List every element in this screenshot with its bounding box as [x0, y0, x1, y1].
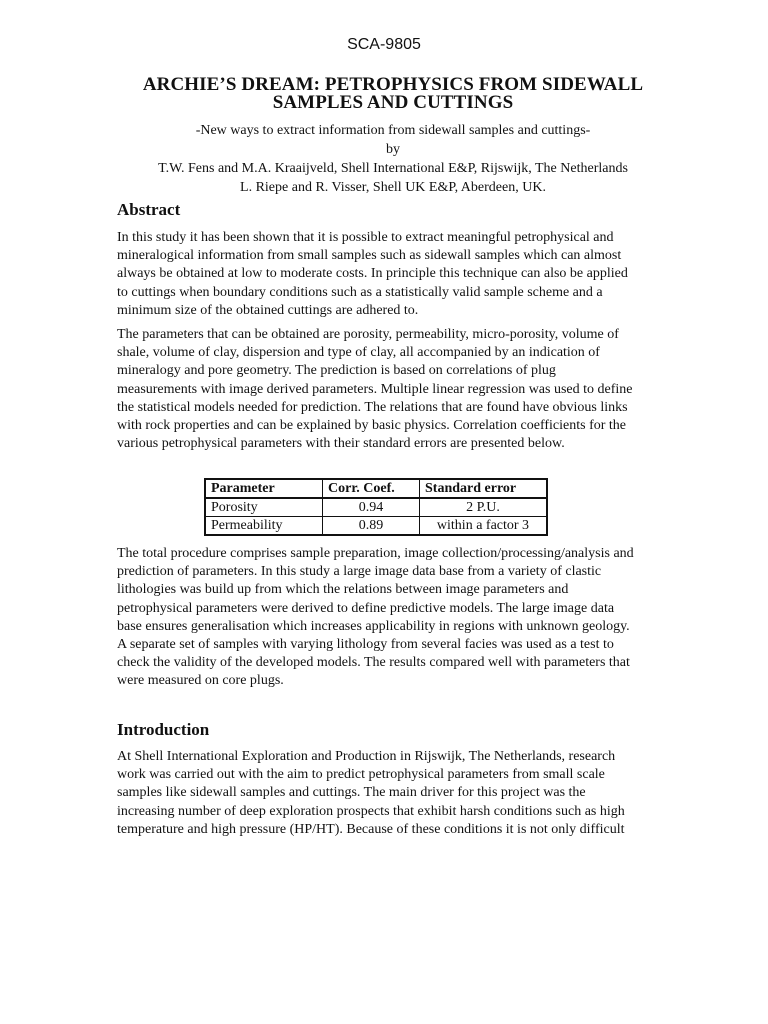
table-header-cell: Parameter — [205, 479, 323, 498]
text-line: always be obtained at low to moderate costs. In principle this technique can also be applied — [117, 266, 628, 282]
results-table — [204, 478, 548, 536]
author-block — [60, 140, 726, 197]
table-cell: 0.94 — [323, 498, 420, 517]
text-line: petrophysical parameters were derived to define predictive models. The large image data — [117, 600, 615, 616]
paper-title-line: ARCHIE’S DREAM: PETROPHYSICS FROM SIDEWALL — [142, 74, 644, 95]
text-line: check the validity of the developed models. The results compared well with parameters that — [117, 655, 630, 671]
text-line: measurements with image derived parameters. Multiple linear regression was used to define — [117, 381, 633, 397]
report-id: SCA-9805 — [347, 36, 421, 53]
paper-title-line: SAMPLES AND CUTTINGS — [272, 92, 514, 113]
table-cell: 2 P.U. — [420, 498, 548, 517]
text-line: various petrophysical parameters with their standard errors are presented below. — [117, 436, 565, 452]
table-header-cell: Standard error — [420, 479, 548, 498]
text-line: mineralogical information from small samples such as sidewall samples which can almost — [117, 248, 622, 264]
table-cell: 0.89 — [323, 517, 420, 536]
table-header-row — [205, 479, 547, 498]
text-line: samples like sidewall samples and cuttings. The main driver for this project was the — [117, 785, 586, 801]
table-row — [205, 498, 547, 517]
author-line: T.W. Fens and M.A. Kraaijveld, Shell International E&P, Rijswijk, The Netherlands — [158, 161, 628, 176]
text-line: prediction of parameters. In this study a large image data base from a variety of clastic — [117, 564, 602, 580]
table-row — [205, 517, 547, 536]
text-line: At Shell International Exploration and Production in Rijswijk, The Netherlands, research — [117, 749, 616, 764]
paper-subtitle: -New ways to extract information from sidewall samples and cuttings- — [195, 123, 591, 138]
table-cell: Porosity — [205, 498, 323, 517]
text-line: to cuttings when boundary conditions such as a statistically valid sample scheme and a — [117, 284, 603, 300]
text-line: The total procedure comprises sample preparation, image collection/processing/analysis and — [117, 546, 634, 561]
abstract-heading: Abstract — [117, 200, 181, 219]
text-line: shale, volume of clay, dispersion and type of clay, all accompanied by an indication of — [117, 345, 600, 361]
author-line: L. Riepe and R. Visser, Shell UK E&P, Aberdeen, UK. — [240, 180, 546, 195]
text-line: base ensures generalisation which increases applicability in regions with unknown geology. — [117, 618, 630, 634]
text-line: temperature and high pressure (HP/HT). Because of these conditions it is not only difficult — [117, 821, 625, 837]
introduction-paragraph — [117, 748, 665, 839]
text-line: In this study it has been shown that it is possible to extract meaningful petrophysical and — [117, 230, 614, 245]
text-line: minimum size of the obtained cuttings are adhered to. — [117, 302, 419, 318]
text-line: increasing number of deep exploration prospects that exhibit harsh conditions such as high — [117, 803, 625, 819]
introduction-heading: Introduction — [117, 720, 210, 739]
table-cell: within a factor 3 — [420, 517, 548, 536]
paper-title — [100, 76, 686, 112]
text-line: lithologies was build up from which the relations between image parameters and — [117, 582, 569, 598]
text-line: were measured on core plugs. — [117, 673, 284, 689]
text-line: the statistical models needed for prediction. The relations that are found have obvious links — [117, 399, 628, 415]
text-line: work was carried out with the aim to predict petrophysical parameters from small scale — [117, 767, 605, 783]
abstract-paragraph — [117, 229, 665, 320]
byline: by — [386, 142, 400, 157]
text-line: A separate set of samples with varying lithology from several facies was used as a test to — [117, 637, 614, 653]
table-header-cell: Corr. Coef. — [323, 479, 420, 498]
abstract-paragraph — [117, 326, 665, 453]
text-line: The parameters that can be obtained are porosity, permeability, micro-porosity, volume of — [117, 327, 619, 342]
table-cell: Permeability — [205, 517, 323, 536]
text-line: with rock properties and can be explained by basic physics. Correlation coefficients for the — [117, 418, 627, 434]
text-line: mineralogy and pore geometry. The prediction is based on correlations of plug — [117, 363, 556, 379]
abstract-paragraph — [117, 545, 665, 691]
